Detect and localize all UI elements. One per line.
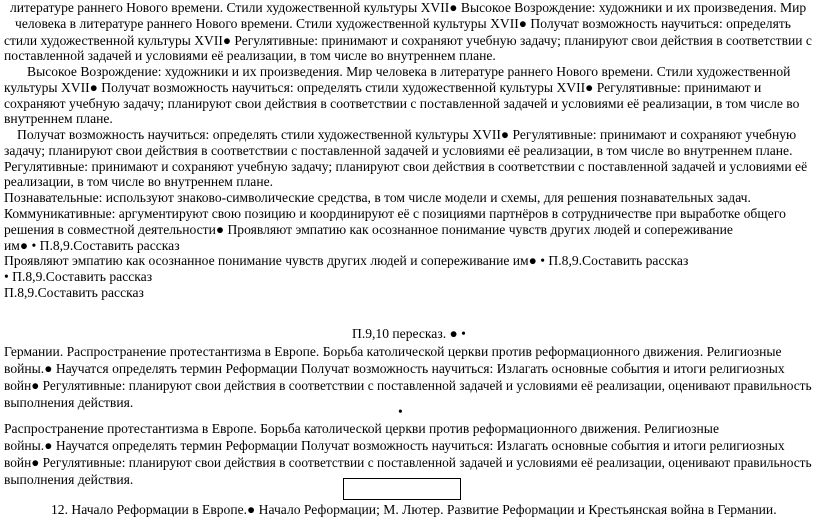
text-line: войны.● Научатся определять термин Реформации Получат возможность научиться: Излагать основные события и итоги религиозных (4, 438, 785, 453)
text-line: Распространение протестантизма в Европе. Борьба католической церкви против реформационного движения. Религиозные (4, 421, 719, 436)
text-line: культуры XVII● Получат возможность научиться: определять стили художественной культуры XVII● Регулятивные: принимают и (4, 80, 762, 95)
text-line: Познавательные: используют знаково-символические средства, в том числе модели и схемы, для решения познавательных задач. (4, 190, 751, 205)
text-line: • П.8,9.Составить рассказ (4, 269, 153, 284)
text-line: решения в совместной деятельности● Проявляют эмпатию как осознанное понимание чувств других людей и сопереживание (4, 222, 733, 237)
text-line: задачу; планируют свои действия в соответствии с поставленной задачей и условиями её реализации, в том числе во внутреннем плане. (4, 143, 793, 158)
text-line: войн● Регулятивные: планируют свои действия в соответствии с поставленной задачей и условиями её реализации, оценивают правильность (4, 455, 812, 470)
text-line: литературе раннего Нового времени. Стили художественной культуры XVII● Высокое Возрождение: художники и их произведения. Мир (10, 0, 807, 15)
text-line: поставленной задачей и условиями её реализации, в том числе во внутреннем плане. (4, 48, 496, 63)
text-line: внутреннем плане. (4, 111, 113, 126)
text-line: Получат возможность научиться: определять стили художественной культуры XVII● Регулятивные: принимают и сохраняют учебную (17, 127, 797, 142)
text-line: Проявляют эмпатию как осознанное понимание чувств других людей и сопереживание им● • П.8,9.Составить рассказ (4, 253, 689, 268)
text-line: войны.● Научатся определять термин Реформации Получат возможность научиться: Излагать основные события и итоги религиозных (4, 361, 785, 376)
text-line: 12. Начало Реформации в Европе.● Начало Реформации; М. Лютер. Развитие Реформации и Крестьянская война в Германии. (51, 502, 777, 517)
text-line: Высокое Возрождение: художники и их произведения. Мир человека в литературе раннего Нового времени. Стили художественной (27, 64, 791, 79)
text-line: Регулятивные: принимают и сохраняют учебную задачу; планируют свои действия в соответствии с поставленной задачей и условиями её (4, 159, 808, 174)
text-line: Германии. Распространение протестантизма в Европе. Борьба католической церкви против реформационного движения. Религиозные (4, 344, 782, 359)
text-line: реализации, в том числе во внутреннем плане. (4, 174, 274, 189)
text-line: сохраняют учебную задачу; планируют свои действия в соответствии с поставленной задачей и условиями её реализации, в том числе во (4, 96, 800, 111)
empty-table-cell (343, 478, 461, 500)
text-line: П.8,9.Составить рассказ (4, 285, 144, 300)
text-line: П.9,10 пересказ. ● • (352, 326, 466, 341)
text-line: войн● Регулятивные: планируют свои действия в соответствии с поставленной задачей и условиями её реализации, оценивают правильность (4, 378, 812, 393)
text-line: выполнения действия. (4, 395, 134, 410)
bullet-mark: • (398, 404, 403, 419)
text-line: им● • П.8,9.Составить рассказ (4, 238, 180, 253)
text-line: выполнения действия. (4, 472, 134, 487)
text-line: человека в литературе раннего Нового времени. Стили художественной культуры XVII● Получат возможность научиться: определять (15, 16, 791, 31)
text-line: Коммуникативные: аргументируют свою позицию и координируют её с позициями партнёров в сотрудничестве при выработке общего (4, 206, 786, 221)
text-line: стили художественной культуры XVII● Регулятивные: принимают и сохраняют учебную задачу; планируют свои действия в соответствии с (4, 33, 812, 48)
